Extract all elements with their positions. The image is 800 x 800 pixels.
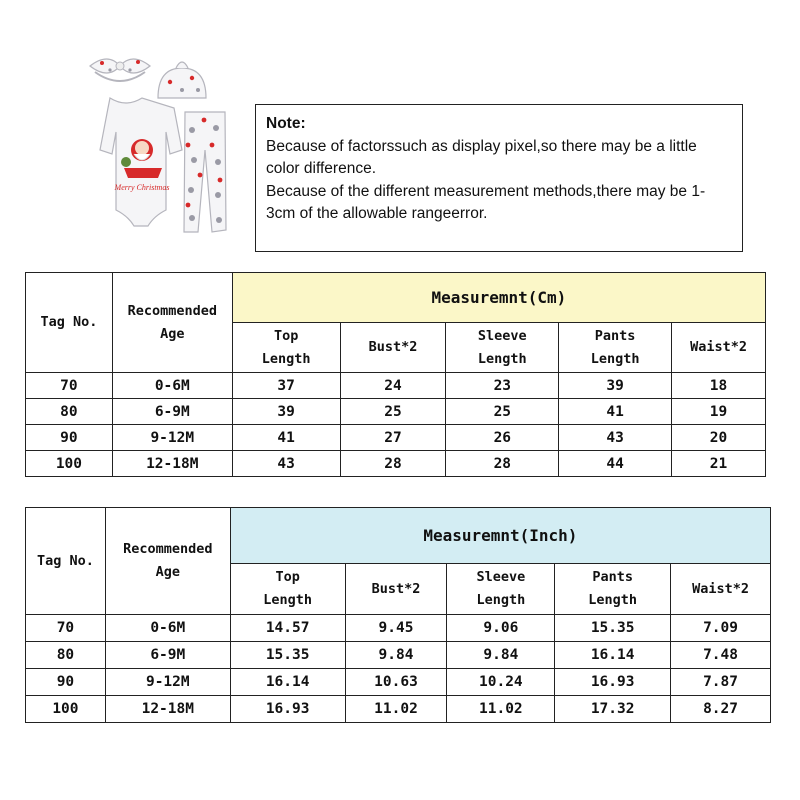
cell: 11.02 — [447, 696, 555, 723]
product-image — [70, 50, 230, 250]
cell: 9.06 — [447, 615, 555, 642]
column-header-line: Length — [590, 350, 640, 367]
cell: 16.14 — [555, 642, 671, 669]
cell: 9-12M — [105, 669, 230, 696]
table-row — [26, 451, 766, 477]
column-header-line: Sleeve — [476, 569, 526, 585]
column-header-bust: Bust*2 — [345, 564, 447, 615]
cell: 16.93 — [230, 696, 345, 723]
table-row — [26, 615, 771, 642]
cell: 90 — [26, 425, 113, 451]
note-box — [255, 104, 743, 252]
table-row — [26, 399, 766, 425]
cell: 17.32 — [555, 696, 671, 723]
note-line-2: Because of the different measurement methods,there may be 1-3cm of the allowable rangeerror. — [266, 182, 706, 222]
column-header-sleeve-length — [446, 323, 559, 373]
tag-header: Tag No. — [26, 273, 113, 373]
cell: 20 — [672, 425, 766, 451]
column-header-top-length — [232, 323, 340, 373]
age-header-line: Recommended — [127, 302, 217, 319]
cell: 7.48 — [671, 642, 771, 669]
cell: 0-6M — [105, 615, 230, 642]
column-header-line: Top — [273, 327, 299, 344]
cell: 100 — [26, 696, 106, 723]
cell: 44 — [559, 451, 672, 477]
cell: 28 — [446, 451, 559, 477]
cell: 11.02 — [345, 696, 447, 723]
bodysuit-print-text: Merry Christmas — [114, 183, 170, 192]
column-header-waist: Waist*2 — [672, 323, 766, 373]
cell: 90 — [26, 669, 106, 696]
cell: 19 — [672, 399, 766, 425]
table-row — [26, 696, 771, 723]
column-header-waist: Waist*2 — [671, 564, 771, 615]
cell: 39 — [232, 399, 340, 425]
table-row — [26, 373, 766, 399]
cell: 10.63 — [345, 669, 447, 696]
column-header-sleeve-length — [447, 564, 555, 615]
size-table-inch — [25, 507, 771, 723]
cell: 70 — [26, 373, 113, 399]
column-header-pants-length — [555, 564, 671, 615]
cell: 43 — [232, 451, 340, 477]
cell: 23 — [446, 373, 559, 399]
age-header-line: Age — [160, 325, 185, 342]
column-header-line: Sleeve — [477, 327, 527, 344]
cell: 14.57 — [230, 615, 345, 642]
cell: 8.27 — [671, 696, 771, 723]
cell: 16.14 — [230, 669, 345, 696]
cell: 41 — [232, 425, 340, 451]
age-header-line: Age — [155, 564, 180, 580]
cell: 6-9M — [105, 642, 230, 669]
cell: 80 — [26, 399, 113, 425]
cell: 37 — [232, 373, 340, 399]
cell: 7.09 — [671, 615, 771, 642]
table-row — [26, 642, 771, 669]
cell: 27 — [340, 425, 446, 451]
measurement-header: Measuremnt(Cm) — [232, 273, 765, 323]
age-header-line: Recommended — [123, 541, 213, 557]
cell: 15.35 — [555, 615, 671, 642]
cell: 9.84 — [447, 642, 555, 669]
cell: 26 — [446, 425, 559, 451]
column-header-top-length — [230, 564, 345, 615]
note-line-1: Because of factorssuch as display pixel,so there may be a little color difference. — [266, 137, 697, 177]
cell: 12-18M — [112, 451, 232, 477]
column-header-line: Top — [275, 569, 300, 585]
headband-icon — [90, 59, 150, 81]
cell: 24 — [340, 373, 446, 399]
cell: 25 — [446, 399, 559, 425]
cell: 25 — [340, 399, 446, 425]
cell: 7.87 — [671, 669, 771, 696]
measurement-header: Measuremnt(Inch) — [230, 508, 770, 564]
table-row — [26, 425, 766, 451]
note-title: Note: — [266, 115, 306, 132]
cell: 9.84 — [345, 642, 447, 669]
hat-icon — [158, 62, 206, 98]
cell: 6-9M — [112, 399, 232, 425]
table-row — [26, 669, 771, 696]
cell: 16.93 — [555, 669, 671, 696]
cell: 15.35 — [230, 642, 345, 669]
column-header-bust: Bust*2 — [340, 323, 446, 373]
bodysuit-icon — [100, 98, 182, 226]
column-header-line: Length — [263, 592, 313, 608]
size-table-cm — [25, 272, 766, 477]
cell: 0-6M — [112, 373, 232, 399]
column-header-pants-length — [559, 323, 672, 373]
column-header-line: Pants — [592, 569, 633, 585]
cell: 18 — [672, 373, 766, 399]
column-header-line: Length — [261, 350, 311, 367]
cell: 10.24 — [447, 669, 555, 696]
cell: 80 — [26, 642, 106, 669]
cell: 21 — [672, 451, 766, 477]
age-header — [112, 273, 232, 373]
tag-header: Tag No. — [26, 508, 106, 615]
column-header-line: Pants — [594, 327, 636, 344]
cell: 70 — [26, 615, 106, 642]
cell: 12-18M — [105, 696, 230, 723]
column-header-line: Length — [477, 350, 527, 367]
cell: 100 — [26, 451, 113, 477]
cell: 41 — [559, 399, 672, 425]
pants-icon — [184, 112, 226, 232]
cell: 9-12M — [112, 425, 232, 451]
cell: 9.45 — [345, 615, 447, 642]
cell: 43 — [559, 425, 672, 451]
column-header-line: Length — [476, 592, 526, 608]
age-header — [105, 508, 230, 615]
cell: 39 — [559, 373, 672, 399]
cell: 28 — [340, 451, 446, 477]
column-header-line: Length — [588, 592, 638, 608]
